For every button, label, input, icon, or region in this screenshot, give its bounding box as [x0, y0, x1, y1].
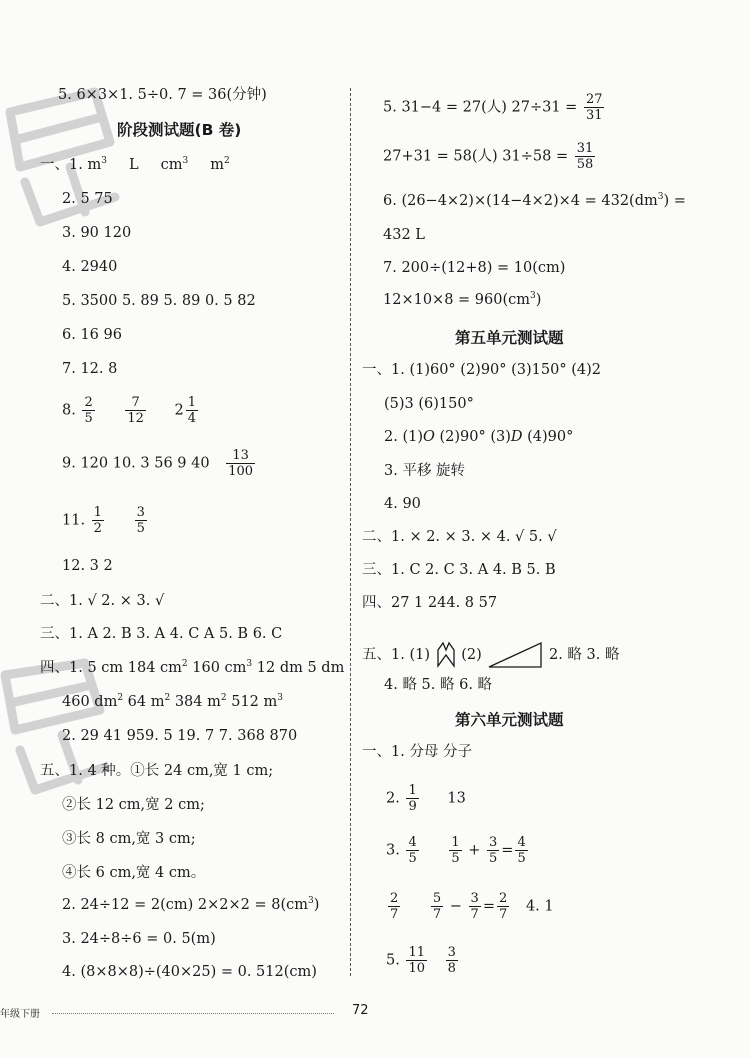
left-line-13: 三、1. A 2. B 3. A 4. C A 5. B 6. C — [40, 626, 283, 642]
footer-book-label: 年级下册 — [0, 1009, 40, 1020]
fraction: $\frac{5}{7}$ — [432, 891, 442, 922]
fraction: $\frac{31}{58}$ — [576, 141, 594, 172]
right-line-3: 6. $(26-4\times 2)\times(14-4\times 2)\times 4 = 432(dm^3)$ = — [383, 192, 686, 209]
fraction: $\frac{1}{9}$ — [408, 783, 417, 814]
right-line-10: 3. 平移 旋转 — [384, 463, 466, 479]
right-line-14: 四、27 1 244. 8 57 — [362, 595, 498, 611]
left-line-10: 11. $\frac{1}{2}$ $\frac{3}{5}$ — [62, 505, 145, 536]
fraction: $\frac{1}{2}$ — [93, 505, 102, 536]
fraction: $\frac{4}{5}$ — [408, 835, 417, 866]
left-line-12: 二、1. √ 2. × 3. √ — [40, 593, 165, 609]
left-line-11: 12. 3 2 — [62, 558, 113, 574]
right-line-6: $12\times 10\times 8 = 960(cm^3)$ — [383, 291, 542, 308]
left-line-16: 2. 29 41 959. 5 19. 7 7. 368 870 — [62, 728, 298, 744]
right-line-11: 4. 90 — [384, 496, 421, 512]
fraction: $\frac{1}{4}$ — [187, 395, 197, 426]
left-line-9: 9. 120 10. 3 56 9 40 $\frac{13}{100}$ — [62, 448, 254, 479]
left-line-2: 2. 5 75 — [62, 191, 113, 207]
right-line-13: 三、1. C 2. C 3. A 4. B 5. B — [362, 562, 556, 578]
fraction: $\frac{2}{5}$ — [84, 395, 93, 426]
right-line-18: 2. $\frac{1}{9}$ 13 — [386, 783, 466, 814]
column-divider — [350, 88, 351, 976]
footer-divider — [52, 1013, 334, 1014]
fraction: $\frac{2}{7}$ — [498, 891, 508, 922]
section-title-unit6: 第六单元测试题 — [455, 711, 564, 729]
right-line-12: 二、1. × 2. × 3. × 4. √ 5. √ — [362, 529, 557, 545]
fraction: $\frac{3}{7}$ — [470, 891, 479, 922]
figure-shape-1 — [435, 641, 457, 669]
right-line-9: 2. (1)O (2)90° (3)D (4)90° — [384, 429, 574, 445]
right-line-21: 5. $\frac{11}{10}$ $\frac{3}{8}$ — [386, 945, 456, 976]
left-line-14: 四、1. 5 cm 184 $cm^2$ 160 $cm^3$ 12 dm 5 dm — [40, 659, 345, 676]
left-line-17: 五、1. 4 种。①长 24 cm,宽 1 cm; — [40, 763, 274, 779]
right-line-8: (5)3 (6)150° — [384, 396, 474, 412]
left-line-22: 3. 24÷8÷6 = 0. 5(m) — [62, 931, 216, 947]
fraction: $\frac{1}{5}$ — [451, 835, 460, 866]
right-line-4: 432 L — [383, 227, 425, 243]
fraction: $\frac{3}{5}$ — [489, 835, 498, 866]
fraction: $\frac{3}{5}$ — [136, 505, 145, 536]
right-line-16: 4. 略 5. 略 6. 略 — [384, 677, 493, 693]
fraction: $\frac{3}{8}$ — [447, 945, 456, 976]
left-line-21: 2. 24÷12 = 2(cm) $2\times 2\times 2 = 8(cm^3)$ — [62, 896, 320, 913]
right-line-19: 3. $\frac{4}{5}$ $\frac{1}{5}$ + $\frac{3}{5}$ = $\frac{4}{5}$ — [386, 835, 526, 866]
left-line-5: 5. 3500 5. 89 5. 89 0. 5 82 — [62, 293, 256, 309]
right-line-20: $\frac{2}{7}$ $\frac{5}{7}$ − $\frac{3}{7}$ = $\frac{2}{7}$ 4. 1 — [390, 891, 554, 922]
left-line-23: 4. (8×8×8)÷(40×25) = 0. 512(cm) — [62, 964, 317, 980]
left-line-15: 460 $dm^2$ 64 $m^2$ 384 $m^2$ 512 $m^3$ — [62, 693, 283, 710]
section-title-unit5: 第五单元测试题 — [455, 329, 564, 347]
left-line-0: 5. 6×3×1. 5÷0. 7 = 36(分钟) — [58, 87, 267, 103]
right-line-5: 7. 200÷(12+8) = 10(cm) — [383, 260, 566, 276]
right-line-15: 五、1. (1) (2) 2. 略 3. 略 — [362, 640, 619, 670]
right-line-17: 一、1. 分母 分子 — [362, 744, 473, 760]
left-line-19: ③长 8 cm,宽 3 cm; — [62, 831, 196, 847]
fraction: $\frac{7}{12}$ — [127, 395, 144, 426]
fraction: $\frac{13}{100}$ — [228, 448, 254, 479]
figure-shape-2 — [486, 640, 544, 670]
left-line-6: 6. 16 96 — [62, 327, 122, 343]
section-title-b: 阶段测试题(B 卷) — [117, 121, 242, 139]
fraction: $\frac{11}{10}$ — [408, 945, 425, 976]
left-line-3: 3. 90 120 — [62, 225, 132, 241]
left-line-18: ②长 12 cm,宽 2 cm; — [62, 797, 205, 813]
right-line-1: 5. 31−4 = 27(人) 27÷31 = $\frac{27}{31}$ — [383, 92, 603, 123]
left-line-8: 8. $\frac{2}{5}$ $\frac{7}{12}$ 2 $\frac{1}{4}$ — [62, 395, 197, 426]
left-line-4: 4. 2940 — [62, 259, 118, 275]
fraction: $\frac{4}{5}$ — [517, 835, 526, 866]
left-line-7: 7. 12. 8 — [62, 361, 118, 377]
left-line-1: 一、1. $m^3$ L $cm^3$ $m^2$ — [40, 156, 230, 173]
left-line-20: ④长 6 cm,宽 4 cm。 — [62, 865, 206, 881]
fraction: $\frac{2}{7}$ — [390, 891, 399, 922]
fraction: $\frac{27}{31}$ — [585, 92, 603, 123]
page-number: 72 — [352, 1003, 369, 1018]
right-line-2: 27+31 = 58(人) 31÷58 = $\frac{31}{58}$ — [383, 141, 594, 172]
right-line-7: 一、1. (1)60° (2)90° (3)150° (4)2 — [362, 362, 601, 378]
